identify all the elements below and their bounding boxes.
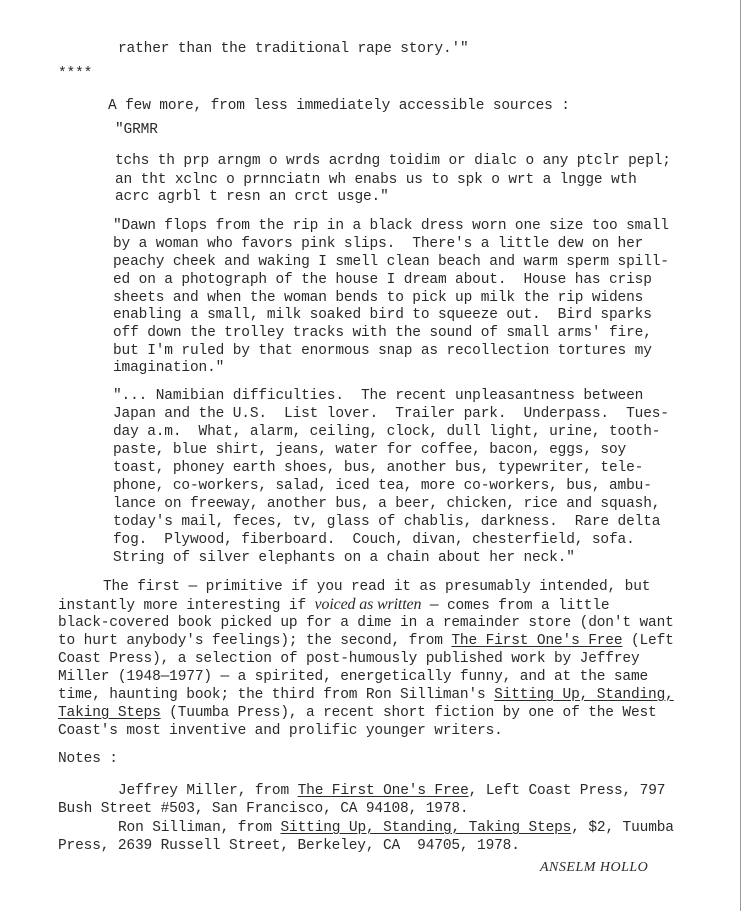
text-line: "... Namibian difficulties. The recent unpleasantness between [113, 388, 644, 404]
text-line: "Dawn flops from the rip in a black dress worn one size too small [113, 218, 669, 234]
text-line [58, 632, 674, 650]
text-line [118, 782, 665, 800]
text-line: by a woman who favors pink slips. There's a little dew on her [113, 236, 644, 252]
text-line: sheets and when the woman bends to pick up milk the rip widens [113, 290, 644, 306]
text-line: peachy cheek and waking I smell clean beach and warm sperm spill- [113, 254, 669, 270]
text-line: Miller (1948—1977) — a spirited, energetically funny, and at the same [58, 669, 649, 685]
text-line: rather than the traditional rape story.'" [118, 41, 469, 57]
text-line: tchs th prp arngm o wrds acrdng toidim or dialc o any ptclr pepl; [115, 153, 671, 169]
text-line: toast, phoney earth shoes, bus, another bus, typewriter, tele- [113, 460, 644, 476]
text-line: day a.m. What, alarm, ceiling, clock, dull light, urine, tooth- [113, 424, 661, 440]
page-edge-line [740, 0, 741, 911]
text-line: Japan and the U.S. List lover. Trailer park. Underpass. Tues- [113, 406, 669, 422]
text-line [58, 704, 657, 722]
text-line: enabling a small, milk soaked bird to squeeze out. Bird sparks [113, 307, 652, 323]
book-title: Sitting Up, Standing, Taking Steps [280, 820, 572, 836]
text-line [58, 596, 609, 615]
text-line [58, 686, 674, 704]
text-line: A few more, from less immediately accessible sources : [108, 98, 570, 114]
text-line: black-covered book picked up for a dime in a remainder store (don't want [58, 615, 674, 631]
text-line: today's mail, feces, tv, glass of chablis, darkness. Rare delta [113, 514, 661, 530]
text-line: an tht xclnc o prnnciatn wh enabs us to spk o wrt a lngge wth [115, 172, 637, 188]
text-line: Coast's most inventive and prolific younger writers. [58, 723, 503, 739]
text-run: , $2, Tuumba [571, 820, 674, 836]
text-run: (Tuumba Press), a recent short fiction by one of the West [160, 705, 657, 721]
text-line: Bush Street #503, San Francisco, CA 94108, 1978. [58, 801, 469, 817]
text-run: (Left [622, 633, 674, 649]
section-separator: **** [58, 66, 93, 82]
text-line: lance on freeway, another bus, a beer, chicken, rice and squash, [113, 496, 661, 512]
text-run: — comes from a little [421, 598, 610, 614]
text-run: time, haunting book; the third from Ron Silliman's [58, 687, 495, 703]
text-line: fog. Plywood, fiberboard. Couch, divan, chesterfield, sofa. [113, 532, 635, 548]
text-run: instantly more interesting if [58, 598, 315, 614]
text-line: "GRMR [115, 122, 158, 138]
text-line: ed on a photograph of the house I dream about. House has crisp [113, 272, 652, 288]
text-run: Ron Silliman, from [118, 820, 281, 836]
text-line: acrc agrbl t resn an crct usge." [115, 189, 389, 205]
text-line: off down the trolley tracks with the sound of small arms' fire, [113, 325, 652, 341]
text-line: String of silver elephants on a chain about her neck." [113, 550, 575, 566]
text-run: to hurt anybody's feelings); the second, from [58, 633, 452, 649]
book-title: The First One's Free [297, 783, 469, 799]
text-line: Press, 2639 Russell Street, Berkeley, CA 94705, 1978. [58, 838, 520, 854]
text-line: paste, blue shirt, jeans, water for coffee, bacon, eggs, soy [113, 442, 627, 458]
book-title: Taking Steps [58, 705, 161, 721]
text-line: but I'm ruled by that enormous snap as recollection tortures my [113, 343, 652, 359]
text-line [118, 819, 674, 837]
text-line: The first — primitive if you read it as presumably intended, but [103, 579, 651, 595]
author-signature: ANSELM HOLLO [540, 860, 649, 875]
text-line: imagination." [113, 360, 225, 376]
text-line: phone, co-workers, salad, iced tea, more co-workers, bus, ambu- [113, 478, 652, 494]
book-title: Sitting Up, Standing, [494, 687, 674, 703]
text-run: Jeffrey Miller, from [118, 783, 298, 799]
book-title: The First One's Free [451, 633, 623, 649]
emphasis-text: voiced as written [314, 596, 422, 613]
notes-heading: Notes : [58, 751, 118, 767]
text-run: , Left Coast Press, 797 [468, 783, 666, 799]
text-line: Coast Press), a selection of post-humously published work by Jeffrey [58, 651, 640, 667]
